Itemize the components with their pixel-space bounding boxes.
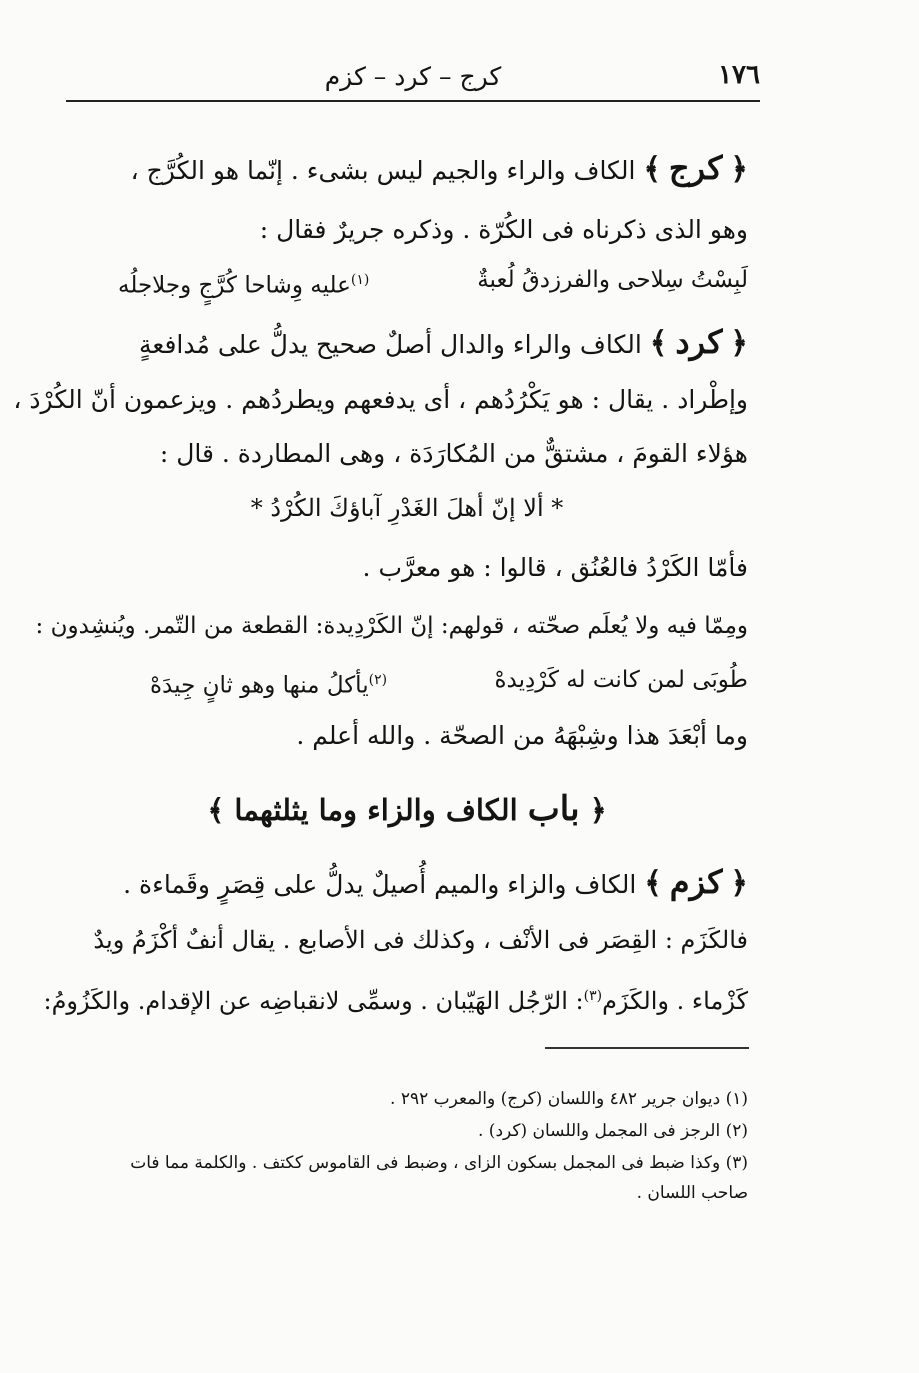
entry-kazam-line-1	[66, 860, 748, 907]
entry-text: الكاف والزاء والميم أُصيلٌ يدلُّ على قِصَرٍ وقَماءة .	[123, 870, 637, 899]
entry-karaj-line-2: وهو الذى ذكرناه فى الكُرّة . وذكره جريرٌ فقال :	[259, 215, 748, 244]
verse-hemistich-left: $^{(١)}$عليه وِشاحا كُرَّجٍ وجلاجلُه	[118, 272, 370, 299]
running-header	[66, 58, 760, 98]
verse-hemistich-right: طُوبَى لمن كانت له كَرْدِيدهْ	[494, 667, 748, 693]
open-brace-ornament: ﴿	[730, 326, 748, 361]
entry-word-kard: كرد	[675, 323, 723, 361]
entry-text: الكاف والراء والدال أصلٌ صحيح يدلُّ على مُدافعةٍ	[139, 330, 642, 359]
entry-kard-line-1	[66, 320, 748, 367]
verse-hemistich-left: $^{(٢)}$يأكلُ منها وهو ثانٍ جِيدَهْ	[150, 672, 388, 699]
footnote-marker: (١)	[350, 272, 370, 288]
chapter-brace-left: ﴾	[207, 793, 225, 827]
footnote-3: (٣) وكذا ضبط فى المجمل بسكون الزاى ، وضبط فى القاموس ككتف . والكلمة مما فات	[130, 1153, 748, 1173]
close-brace-ornament: ﴾	[644, 866, 662, 901]
entry-kard-line-2: وإطْراد . يقال : هو يَكْرُدُهم ، أى يدفعهم ويطردُهم . ويزعمون أنّ الكُرْدَ ،	[13, 385, 748, 414]
chapter-brace-right: ﴿	[589, 793, 607, 827]
entry-kazam-line-3: كَزْماء . والكَزَم$^{(٣)}$: الرّجُل الهَيّبان . وسمِّى لانقباضِه عن الإقدام. والكَزُومُ:	[43, 987, 748, 1015]
footnote-3-continued: صاحب اللسان .	[636, 1183, 748, 1203]
entry-kard-line-3: هؤلاء القومَ ، مشتقٌّ من المُكارَدَة ، وهى المطاردة . قال :	[159, 439, 748, 468]
chapter-bab: باب	[527, 789, 580, 829]
entry-word-karaj: كرج	[668, 149, 723, 187]
entry-kard-line-6: وما أبْعَدَ هذا وشِبْهَهُ من الصحّة . والله أعلم .	[296, 721, 748, 750]
entry-kard-line-4: فأمّا الكَرْدُ فالعُنُق ، قالوا : هو معرَّب .	[362, 553, 748, 582]
verse-line: * ألا إنّ أهلَ الغَدْرِ آباؤكَ الكُرْدُ *	[250, 494, 564, 522]
verse-hemistich-right: لَبِسْتُ سِلاحى والفرزدقُ لُعبةٌ	[477, 267, 748, 293]
entry-word-kazam: كزم	[669, 863, 723, 901]
footnote-marker: (٢)	[368, 672, 388, 688]
footnote-1: (١) ديوان جرير ٤٨٢ واللسان (كرج) والمعرب ٢٩٢ .	[390, 1089, 748, 1109]
header-rule	[66, 100, 760, 102]
entry-kazam-line-2: فالكَزَم : القِصَر فى الأنْف ، وكذلك فى الأصابع . يقال أنفٌ أكْزَمُ ويدٌ	[93, 926, 748, 954]
chapter-heading	[66, 784, 748, 835]
entry-karaj-line-1	[66, 146, 748, 193]
footnote-marker: (٣)	[583, 988, 603, 1004]
footnote-rule	[545, 1047, 749, 1049]
open-brace-ornament: ﴿	[730, 866, 748, 901]
page-number: ١٧٦	[718, 60, 760, 90]
close-brace-ornament: ﴾	[643, 152, 661, 187]
footnote-2: (٢) الرجز فى المجمل واللسان (كرد) .	[478, 1121, 748, 1141]
open-brace-ornament: ﴿	[730, 152, 748, 187]
chapter-title: الكاف والزاء وما يثلثهما	[234, 793, 518, 827]
entry-text: الكاف والراء والجيم ليس بشىء . إنّما هو الكُرَّج ،	[130, 156, 636, 185]
header-title: كرج – كرد – كزم	[324, 62, 502, 91]
close-brace-ornament: ﴾	[649, 326, 668, 361]
entry-kard-line-5: ومِمّا فيه ولا يُعلَم صحّته ، قولهم: إنّ الكَرْدِيدة: القطعة من التّمر. ويُنشِدون :	[35, 613, 748, 639]
